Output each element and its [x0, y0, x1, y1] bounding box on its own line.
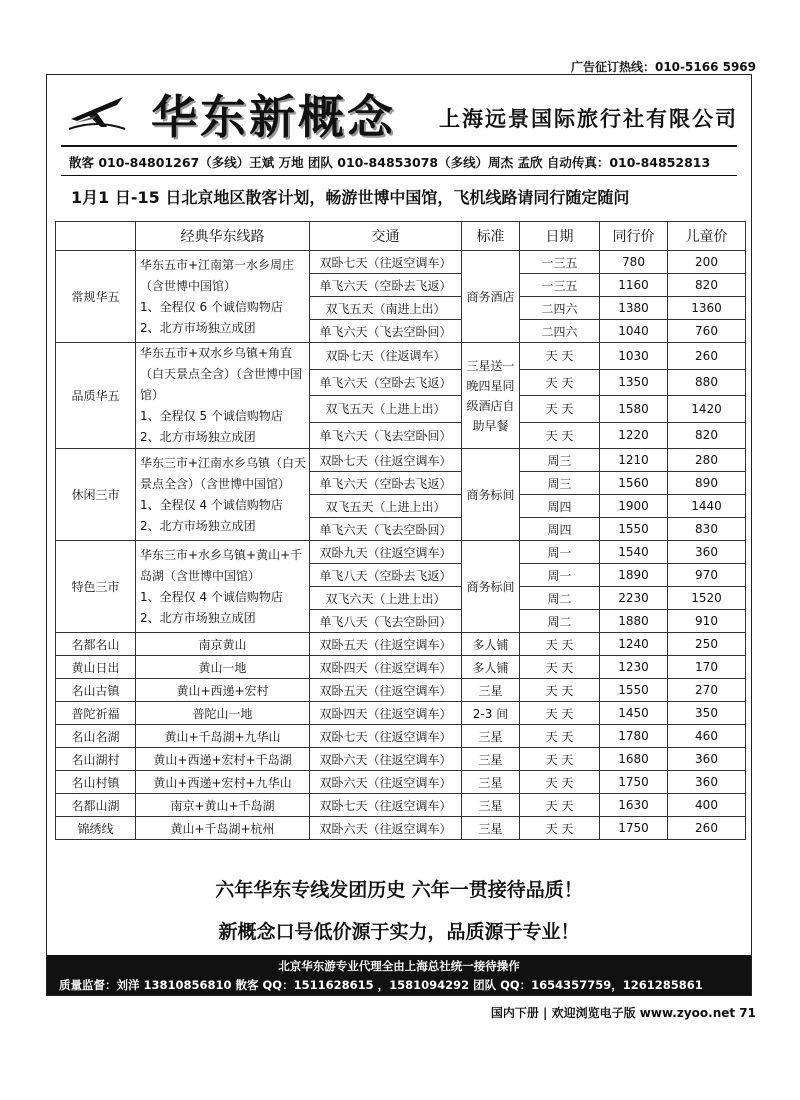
route-description: 普陀山一地 — [136, 702, 310, 725]
transport-cell: 单飞六天（飞去空卧回） — [310, 320, 462, 343]
route-line: 1、全程仅 4 个诚信购物店 — [140, 497, 283, 512]
date-cell: 周一 — [520, 541, 600, 564]
date-cell: 天 天 — [520, 771, 600, 794]
route-line: 2、北方市场独立成团 — [140, 430, 256, 444]
trade-price-cell: 1030 — [600, 343, 668, 370]
footer-agent-note: 北京华东游专业代理全由上海总社统一接待操作 — [278, 959, 520, 973]
transport-cell: 双卧六天（往返空调车） — [310, 771, 462, 794]
trade-price-cell: 1580 — [600, 396, 668, 423]
trade-price-cell: 1550 — [600, 679, 668, 702]
standard-cell: 三星送一晚四星同级酒店自助早餐 — [462, 343, 520, 449]
trade-price-cell: 1750 — [600, 817, 668, 840]
table-row — [56, 633, 746, 656]
route-description: 黄山+千岛湖+杭州 — [136, 817, 310, 840]
divider — [61, 175, 737, 176]
table-row — [56, 449, 746, 472]
child-price-cell: 820 — [668, 422, 746, 449]
child-price-cell: 910 — [668, 610, 746, 633]
transport-cell: 双卧七天（往返空调车） — [310, 449, 462, 472]
ad-frame — [46, 74, 752, 996]
transport-cell: 双卧四天（往返空调车） — [310, 656, 462, 679]
standard-cell: 多人铺 — [462, 633, 520, 656]
child-price-cell: 830 — [668, 518, 746, 541]
trade-price-cell: 1350 — [600, 369, 668, 396]
airplane-logo-icon — [67, 89, 127, 133]
trade-price-cell: 1450 — [600, 702, 668, 725]
route-description: 南京+黄山+千岛湖 — [136, 794, 310, 817]
standard-cell: 多人铺 — [462, 656, 520, 679]
child-price-cell: 260 — [668, 817, 746, 840]
trade-price-cell: 1550 — [600, 518, 668, 541]
table-row — [56, 748, 746, 771]
table-row — [56, 541, 746, 564]
table-row — [56, 817, 746, 840]
standard-cell: 三星 — [462, 679, 520, 702]
trade-price-cell: 1680 — [600, 748, 668, 771]
transport-cell: 双卧七天（往返空调车） — [310, 725, 462, 748]
transport-cell: 单飞六天（空卧去飞返） — [310, 274, 462, 297]
child-price-cell: 170 — [668, 656, 746, 679]
route-description — [136, 449, 310, 541]
child-price-cell: 820 — [668, 274, 746, 297]
table-row — [56, 771, 746, 794]
contact-info: 散客 010-84801267（多线）王斌 万地 团队 010-84853078（多线）周杰 孟欣 自动传真：010-84852813 — [69, 155, 711, 170]
trade-price-cell: 1210 — [600, 449, 668, 472]
date-cell: 天 天 — [520, 748, 600, 771]
route-line: 华东三市+水乡乌镇+黄山+千岛湖（含世博中国馆） — [140, 547, 303, 583]
transport-cell: 双卧四天（往返空调车） — [310, 702, 462, 725]
table-row — [56, 343, 746, 370]
route-category: 普陀祈福 — [56, 702, 136, 725]
route-category: 名都山湖 — [56, 794, 136, 817]
child-price-cell: 360 — [668, 748, 746, 771]
slogan-history: 六年华东专线发团历史 六年一贯接待品质！ — [215, 879, 583, 901]
transport-cell: 双卧九天（往返空调车） — [310, 541, 462, 564]
route-line: 1、全程仅 5 个诚信购物店 — [140, 409, 283, 423]
trade-price-cell: 1900 — [600, 495, 668, 518]
child-price-cell: 360 — [668, 771, 746, 794]
table-row — [56, 794, 746, 817]
date-cell: 周二 — [520, 610, 600, 633]
transport-cell: 双飞五天（上进上出） — [310, 396, 462, 423]
column-header: 日期 — [520, 222, 600, 251]
date-cell: 天 天 — [520, 794, 600, 817]
route-line: 2、北方市场独立成团 — [140, 610, 256, 625]
standard-cell: 三星 — [462, 748, 520, 771]
column-header: 标准 — [462, 222, 520, 251]
date-cell: 天 天 — [520, 633, 600, 656]
child-price-cell: 1520 — [668, 587, 746, 610]
trade-price-cell: 1040 — [600, 320, 668, 343]
transport-cell: 双卧六天（往返空调车） — [310, 748, 462, 771]
trade-price-cell: 1780 — [600, 725, 668, 748]
date-cell: 天 天 — [520, 702, 600, 725]
transport-cell: 双飞六天（上进上出） — [310, 587, 462, 610]
transport-cell: 双飞五天（南进上出） — [310, 297, 462, 320]
column-header — [56, 222, 136, 251]
route-category: 品质华五 — [56, 343, 136, 449]
route-line: 2、北方市场独立成团 — [140, 320, 256, 335]
standard-cell: 三星 — [462, 725, 520, 748]
column-header: 儿童价 — [668, 222, 746, 251]
route-line: 华东五市+江南第一水乡周庄（含世博中国馆） — [140, 257, 295, 293]
child-price-cell: 260 — [668, 343, 746, 370]
route-category: 黄山日出 — [56, 656, 136, 679]
tour-price-table — [55, 221, 746, 840]
route-category: 名山古镇 — [56, 679, 136, 702]
route-category: 名山村镇 — [56, 771, 136, 794]
route-line: 1、全程仅 6 个诚信购物店 — [140, 299, 283, 314]
date-cell: 天 天 — [520, 422, 600, 449]
trade-price-cell: 780 — [600, 251, 668, 274]
trade-price-cell: 1160 — [600, 274, 668, 297]
transport-cell: 双卧七天（往返空调车） — [310, 251, 462, 274]
brand-title: 华东新概念 — [151, 90, 396, 144]
child-price-cell: 400 — [668, 794, 746, 817]
column-header: 经典华东线路 — [136, 222, 310, 251]
route-description: 南京黄山 — [136, 633, 310, 656]
trade-price-cell: 1630 — [600, 794, 668, 817]
trade-price-cell: 1750 — [600, 771, 668, 794]
route-category: 休闲三市 — [56, 449, 136, 541]
page-footer: 国内下册 | 欢迎浏览电子版 www.zyoo.net 71 — [490, 1006, 756, 1020]
route-category: 特色三市 — [56, 541, 136, 633]
transport-cell: 单飞八天（空卧去飞返） — [310, 564, 462, 587]
footer-contacts: 质量监督：刘洋 13810856810 散客 QQ：1511628615 ，1581094292 团队 QQ：1654357759，1261285861 — [59, 978, 703, 992]
date-cell: 一三五 — [520, 274, 600, 297]
date-cell: 周四 — [520, 495, 600, 518]
standard-cell: 2-3 间 — [462, 702, 520, 725]
transport-cell: 双卧五天（往返空调车） — [310, 679, 462, 702]
date-cell: 周四 — [520, 518, 600, 541]
route-description — [136, 343, 310, 449]
date-cell: 一三五 — [520, 251, 600, 274]
route-description: 黄山+西递+宏村+千岛湖 — [136, 748, 310, 771]
child-price-cell: 1440 — [668, 495, 746, 518]
table-row — [56, 702, 746, 725]
column-header: 交通 — [310, 222, 462, 251]
child-price-cell: 350 — [668, 702, 746, 725]
date-cell: 天 天 — [520, 725, 600, 748]
transport-cell: 双飞五天（上进上出） — [310, 495, 462, 518]
standard-cell: 商务标间 — [462, 449, 520, 541]
date-cell: 周三 — [520, 472, 600, 495]
route-category: 锦绣线 — [56, 817, 136, 840]
child-price-cell: 250 — [668, 633, 746, 656]
date-cell: 二四六 — [520, 297, 600, 320]
transport-cell: 双卧七天（往返调车） — [310, 343, 462, 370]
table-row — [56, 679, 746, 702]
route-description: 黄山+西递+宏村 — [136, 679, 310, 702]
trade-price-cell: 1220 — [600, 422, 668, 449]
column-header: 同行价 — [600, 222, 668, 251]
route-description — [136, 251, 310, 343]
child-price-cell: 270 — [668, 679, 746, 702]
trade-price-cell: 1890 — [600, 564, 668, 587]
trade-price-cell: 1540 — [600, 541, 668, 564]
child-price-cell: 880 — [668, 369, 746, 396]
date-cell: 二四六 — [520, 320, 600, 343]
ad-hotline: 广告征订热线：010-5166 5969 — [570, 60, 756, 74]
date-cell: 天 天 — [520, 817, 600, 840]
route-description — [136, 541, 310, 633]
route-line: 2、北方市场独立成团 — [140, 518, 256, 533]
transport-cell: 单飞六天（空卧去飞返） — [310, 369, 462, 396]
trade-price-cell: 1880 — [600, 610, 668, 633]
table-header-row — [56, 222, 746, 251]
transport-cell: 单飞六天（空卧去飞返） — [310, 472, 462, 495]
child-price-cell: 360 — [668, 541, 746, 564]
route-line: 华东五市+双水乡乌镇+角直（白天景点全含）（含世博中国馆） — [140, 346, 303, 402]
route-category: 常规华五 — [56, 251, 136, 343]
trade-price-cell: 1560 — [600, 472, 668, 495]
route-description: 黄山一地 — [136, 656, 310, 679]
child-price-cell: 890 — [668, 472, 746, 495]
divider — [61, 145, 737, 147]
route-category: 名山湖村 — [56, 748, 136, 771]
table-row — [56, 656, 746, 679]
transport-cell: 单飞六天（飞去空卧回） — [310, 422, 462, 449]
table-row — [56, 251, 746, 274]
child-price-cell: 970 — [668, 564, 746, 587]
standard-cell: 三星 — [462, 794, 520, 817]
route-category: 名山名湖 — [56, 725, 136, 748]
child-price-cell: 1360 — [668, 297, 746, 320]
route-line: 1、全程仅 4 个诚信购物店 — [140, 589, 283, 604]
standard-cell: 三星 — [462, 771, 520, 794]
child-price-cell: 760 — [668, 320, 746, 343]
date-cell: 周一 — [520, 564, 600, 587]
date-cell: 周三 — [520, 449, 600, 472]
trade-price-cell: 1380 — [600, 297, 668, 320]
transport-cell: 双卧六天（往返空调车） — [310, 817, 462, 840]
date-cell: 天 天 — [520, 343, 600, 370]
trade-price-cell: 1230 — [600, 656, 668, 679]
child-price-cell: 460 — [668, 725, 746, 748]
standard-cell: 商务标间 — [462, 541, 520, 633]
route-line: 华东三市+江南水乡乌镇（白天景点全含）（含世博中国馆） — [140, 455, 307, 491]
trade-price-cell: 1240 — [600, 633, 668, 656]
date-cell: 天 天 — [520, 369, 600, 396]
standard-cell: 三星 — [462, 817, 520, 840]
slogan-quality: 新概念口号低价源于实力，品质源于专业！ — [218, 921, 580, 943]
date-cell: 天 天 — [520, 396, 600, 423]
standard-cell: 商务酒店 — [462, 251, 520, 343]
route-category: 名都名山 — [56, 633, 136, 656]
transport-cell: 双卧五天（往返空调车） — [310, 633, 462, 656]
child-price-cell: 280 — [668, 449, 746, 472]
child-price-cell: 200 — [668, 251, 746, 274]
date-cell: 天 天 — [520, 679, 600, 702]
transport-cell: 双卧七天（往返空调车） — [310, 794, 462, 817]
route-description: 黄山+西递+宏村+九华山 — [136, 771, 310, 794]
route-description: 黄山+千岛湖+九华山 — [136, 725, 310, 748]
transport-cell: 单飞八天（飞去空卧回） — [310, 610, 462, 633]
date-cell: 天 天 — [520, 656, 600, 679]
company-name: 上海远景国际旅行社有限公司 — [439, 106, 738, 131]
trade-price-cell: 2230 — [600, 587, 668, 610]
child-price-cell: 1420 — [668, 396, 746, 423]
table-row — [56, 725, 746, 748]
footer-bar — [47, 955, 751, 995]
headline: 1月1 日-15 日北京地区散客计划，畅游世博中国馆，飞机线路请同行随定随问 — [71, 188, 630, 207]
transport-cell: 单飞六天（飞去空卧回） — [310, 518, 462, 541]
date-cell: 周二 — [520, 587, 600, 610]
